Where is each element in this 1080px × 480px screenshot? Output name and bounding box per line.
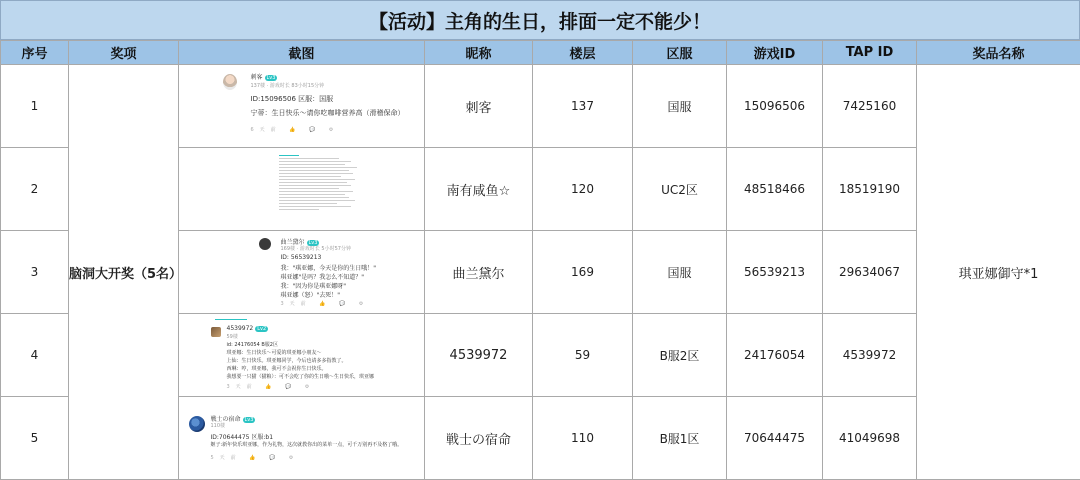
- header-tap-id: TAP ID: [823, 41, 917, 65]
- cell-floor: 137: [533, 65, 633, 148]
- comment-username: 戦士の宿命: [210, 416, 241, 423]
- cell-tap-id: 18519190: [823, 148, 917, 231]
- cell-nickname: 4539972: [425, 314, 533, 397]
- comment-username: 刺客: [250, 74, 263, 81]
- comment-meta: 59楼: [226, 334, 238, 340]
- header-no: 序号: [1, 41, 69, 65]
- cell-prize: 琪亚娜御守*1: [917, 65, 1080, 480]
- comment-line: 上仙：生日快乐。琪亚娜同学，今后也请多多指教了。: [226, 358, 347, 364]
- header-prize: 奖品名称: [917, 41, 1080, 65]
- comment-line: 姬子:新年快乐琪亚娜，作为礼物，这次就教你出的菜单一点，可千万别再不及格了哦。: [210, 442, 403, 448]
- header-nickname: 昵称: [425, 41, 533, 65]
- level-badge: Lv3: [244, 417, 254, 423]
- cell-nickname: 戦士の宿命: [425, 397, 533, 480]
- header-floor: 楼层: [533, 41, 633, 65]
- comment-line: ID: 56539213: [280, 254, 322, 261]
- comment-meta: 169楼 · 游戏时长 5小时57分钟: [280, 246, 351, 252]
- cell-screenshot: [179, 314, 425, 397]
- comment-line: id: 24176054 B服2区: [226, 342, 278, 348]
- cell-floor: 110: [533, 397, 633, 480]
- level-badge: Lv3: [266, 75, 276, 81]
- cell-floor: 59: [533, 314, 633, 397]
- comment-username: 4539972: [226, 325, 254, 332]
- comment-actions: 3天前 👍 💬 ⚙: [226, 384, 316, 390]
- comment-line: ID:70644475 区服:b1: [210, 434, 274, 441]
- cell-nickname: 曲兰黛尔: [425, 231, 533, 314]
- cell-tap-id: 7425160: [823, 65, 917, 148]
- level-badge: Lv3: [308, 240, 318, 246]
- cell-game-id: 24176054: [727, 314, 823, 397]
- comment-screenshot-dense: [183, 151, 421, 227]
- cell-no: 5: [1, 397, 69, 480]
- cell-server: B服1区: [633, 397, 727, 480]
- comment-screenshot: [183, 317, 421, 393]
- comment-screenshot: [183, 400, 421, 476]
- header-award: 奖项: [69, 41, 179, 65]
- cell-no: 1: [1, 65, 69, 148]
- cell-no: 2: [1, 148, 69, 231]
- comment-line: 我想要一只猫（猫粮）：可不会吃了你的生日哦～生日快乐，琪亚娜: [226, 374, 375, 380]
- cell-server: 国服: [633, 231, 727, 314]
- comment-username: 曲兰黛尔: [280, 239, 305, 246]
- cell-screenshot: [179, 231, 425, 314]
- cell-floor: 120: [533, 148, 633, 231]
- comment-line: 宁蒂：生日快乐～请你吃咖啡营养高（滑稽保命）: [250, 109, 405, 117]
- comment-line: 琪亚娜（怒）"去死！": [280, 292, 341, 299]
- comment-actions: 5天前 👍 💬 ⚙: [210, 455, 300, 461]
- cell-server: B服2区: [633, 314, 727, 397]
- cell-server: UC2区: [633, 148, 727, 231]
- cell-game-id: 56539213: [727, 231, 823, 314]
- cell-screenshot: [179, 148, 425, 231]
- dense-text-block: [279, 155, 359, 212]
- comment-meta: 110楼: [210, 423, 226, 429]
- header-screenshot: 截图: [179, 41, 425, 65]
- cell-tap-id: 29634067: [823, 231, 917, 314]
- cell-server: 国服: [633, 65, 727, 148]
- comment-line: 西琳：哼，琪亚娜，我可不会祝你生日快乐。: [226, 366, 327, 372]
- comment-actions: 6天前 👍 💬 ⚙: [250, 127, 340, 133]
- cell-no: 4: [1, 314, 69, 397]
- header-server: 区服: [633, 41, 727, 65]
- cell-nickname: 刺客: [425, 65, 533, 148]
- level-badge: Lv2: [257, 326, 267, 332]
- cell-floor: 169: [533, 231, 633, 314]
- comment-line: 琪亚娜"是吗？我怎么不知道？": [280, 274, 365, 281]
- cell-nickname: 南有咸鱼☆: [425, 148, 533, 231]
- header-game-id: 游戏ID: [727, 41, 823, 65]
- table-row: [1, 65, 1080, 148]
- comment-line: 我："琪亚娜，今天是你的生日哦！": [280, 265, 377, 272]
- cell-game-id: 48518466: [727, 148, 823, 231]
- sheet-title: 【活动】主角的生日，排面一定不能少！: [0, 0, 1080, 40]
- cell-no: 3: [1, 231, 69, 314]
- cell-game-id: 15096506: [727, 65, 823, 148]
- cell-screenshot: [179, 397, 425, 480]
- header-row: [1, 41, 1080, 65]
- avatar: [259, 238, 271, 250]
- comment-line: 琪亚娜：生日快乐～可爱的琪亚娜小朋友～: [226, 350, 322, 356]
- award-table: [0, 40, 1080, 480]
- cell-award: 脑洞大开奖（5名）: [69, 65, 179, 480]
- avatar: [223, 74, 237, 90]
- comment-screenshot: [183, 68, 421, 144]
- separator-line: [215, 319, 247, 320]
- cell-screenshot: [179, 65, 425, 148]
- cell-game-id: 70644475: [727, 397, 823, 480]
- comment-line: ID:15096506 区服：国服: [250, 95, 334, 103]
- avatar: [211, 327, 221, 337]
- comment-actions: 3天前 👍 💬 ⚙: [280, 301, 370, 307]
- cell-tap-id: 4539972: [823, 314, 917, 397]
- avatar: [189, 416, 205, 432]
- comment-line: 我："因为你是琪亚娜呀": [280, 283, 347, 290]
- comment-screenshot: [183, 234, 421, 310]
- comment-meta: 137楼 · 游戏时长 83小时15分钟: [250, 83, 325, 89]
- cell-tap-id: 41049698: [823, 397, 917, 480]
